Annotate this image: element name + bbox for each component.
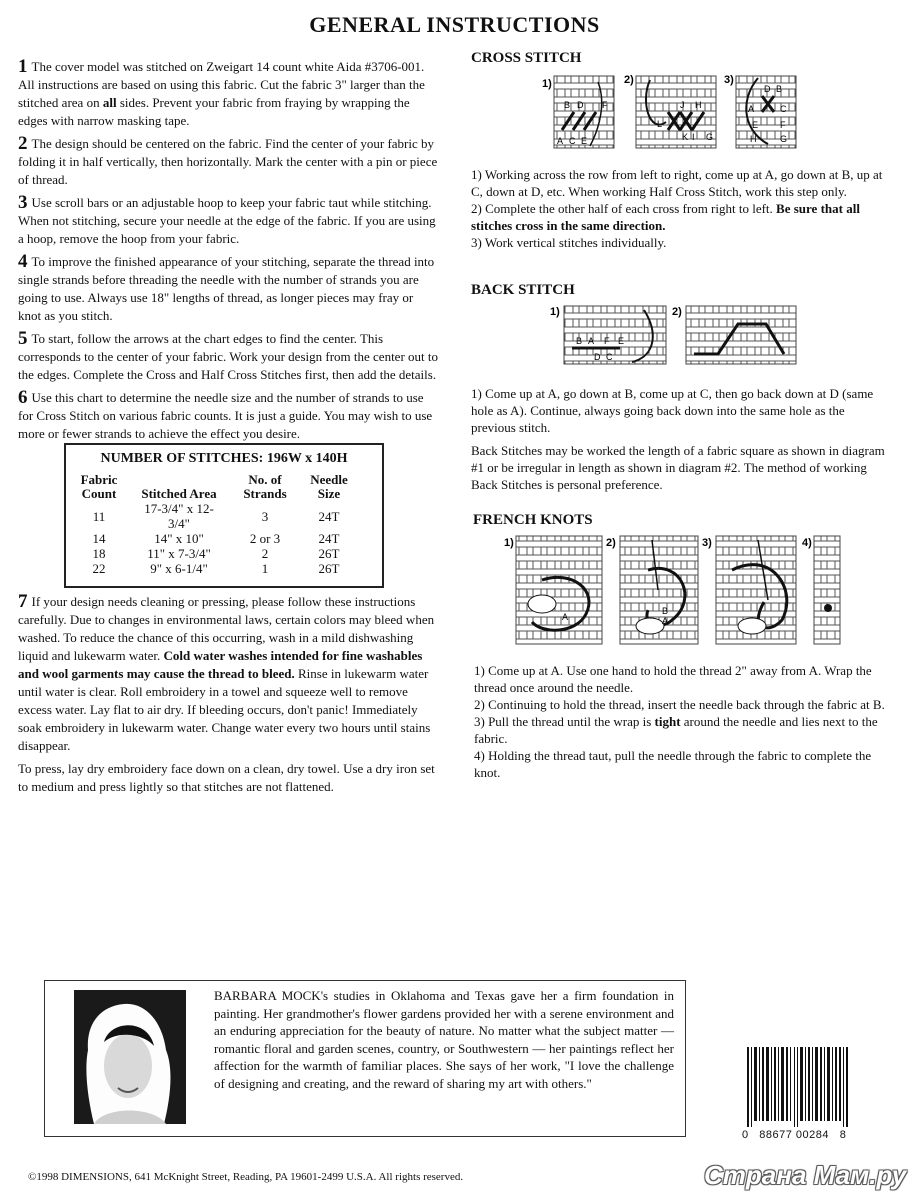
diagram-label: 3) <box>702 537 712 549</box>
instructions-left-column <box>18 58 438 448</box>
step-number: 7 <box>18 591 28 612</box>
step-7: 7 If your design needs cleaning or pressing, please follow these instructions carefully. Due to changes in environmental laws, certain colors may bleed when washed. To reduce the chance of this occurring, wash in a mild dishwashing liquid and lukewarm water. Cold water washes intended for fine washables and wool garments may cause the thread to bleed. Rinse in lukewarm water until water is clear. Roll embroidery in a towel and squeeze well to remove excess water. Lay flat to air dry. If bleeding occurs, don't panic! Immediately soak embroidery in lukewarm water. Change water every two hours until stains disappear. <box>18 591 435 753</box>
step-3: 3 Use scroll bars or an adjustable hoop to keep your fabric taut while stitching. When not stitching, secure your needle at the edge of the fabric. If you are using a hoop, remove the hoop from your fabric. <box>18 192 436 246</box>
step-number: 5 <box>18 328 28 349</box>
knot-icon <box>824 604 832 612</box>
svg-text:A: A <box>662 616 669 626</box>
step-number: 6 <box>18 387 28 408</box>
cross-stitch-diagrams <box>540 72 810 156</box>
svg-text:E: E <box>618 336 625 346</box>
svg-text:A: A <box>748 104 755 114</box>
svg-text:A: A <box>557 136 564 146</box>
svg-text:B: B <box>564 100 571 110</box>
step-2: 2 The design should be centered on the fabric. Find the center of your fabric by folding it in half vertically, then horizontally. Mark the center with a pin or piece of thread. <box>18 133 438 187</box>
table-header: Stitched Area <box>141 486 217 501</box>
stitch-table <box>70 473 358 576</box>
page-title: GENERAL INSTRUCTIONS <box>309 12 600 37</box>
step-1: 1 The cover model was stitched on Zweigart 14 count white Aida #3706-001. All instructions are based on using this fabric. Cut the fabric 3" larger than the stitched area on all sides. Prevent your fabric from fraying by wrapping the edges with narrow masking tape. <box>18 56 425 128</box>
french-knots-diagrams <box>502 530 842 650</box>
table-header-row <box>70 473 358 501</box>
svg-text:D: D <box>594 352 601 362</box>
designer-bio-text: BARBARA MOCK's studies in Oklahoma and Texas gave her a firm foundation in painting. Her grandmother's flower gardens provided her with a serene environment and an enduring appreciation for the beauty of nature. No matter what the subject matter — romantic floral and garden scenes, country, or Southwestern — her paintings reflect her affection for the warmth of familiar places. She says of her work, "I love the challenge of designing and creating, and the reward of sharing my art with others." <box>214 988 674 1091</box>
step-number: 1 <box>18 56 28 77</box>
svg-text:A: A <box>562 612 569 622</box>
svg-text:B: B <box>662 606 669 616</box>
diagram-label: 1) <box>550 306 560 318</box>
step-4: 4 To improve the finished appearance of your stitching, separate the thread into single strands before threading the needle with the number of strands you are going to use. Always use 18" lengths of thread, as longer pieces may fray or knot as you stitch. <box>18 251 435 323</box>
svg-text:E: E <box>581 136 588 146</box>
svg-text:H: H <box>695 100 702 110</box>
svg-text:L: L <box>657 119 663 129</box>
stitch-count-table-box <box>64 443 384 588</box>
table-row: 11 17-3/4" x 12-3/4" 3 24T <box>92 501 340 531</box>
svg-text:J: J <box>680 100 685 110</box>
svg-text:D: D <box>577 100 584 110</box>
press-instructions: To press, lay dry embroidery face down on a clean, dry towel. Use a dry iron set to medium and press lightly so that stitches are not flattened. <box>18 761 435 794</box>
diagram-label: 2) <box>672 306 682 318</box>
step-6: 6 Use this chart to determine the needle size and the number of strands to use for Cross Stitch on various fabric counts. It is just a guide. You may wish to use more or fewer strands to achieve the effect you desire. <box>18 387 433 441</box>
svg-text:K: K <box>682 132 689 142</box>
svg-text:F: F <box>602 100 608 110</box>
svg-text:D: D <box>764 84 771 94</box>
step-number: 4 <box>18 251 28 272</box>
step-7-block <box>18 593 438 801</box>
table-header: No. of Strands <box>243 472 287 501</box>
copyright-line: ©1998 DIMENSIONS, 641 McKnight Street, Reading, PA 19601-2499 U.S.A. All rights reserved. <box>28 1171 464 1183</box>
diagram-label: 2) <box>606 537 616 549</box>
svg-text:F: F <box>604 336 610 346</box>
back-stitch-heading: BACK STITCH <box>471 282 575 298</box>
french-knots-text: 1) Come up at A. Use one hand to hold the thread 2" away from A. Wrap the thread once around the needle. 2) Continuing to hold the thread, insert the needle back through the fabric at B. 3) Pull the thread until the wrap is tight around the needle and lies next to the fabric. 4) Holding the thread taut, pull the needle through the fabric to complete the knot. <box>474 663 885 780</box>
table-header: Fabric Count <box>80 472 118 501</box>
french-knots-heading: FRENCH KNOTS <box>473 512 593 528</box>
diagram-label: 1) <box>542 78 552 90</box>
svg-text:A: A <box>588 336 595 346</box>
barcode-icon <box>745 1047 850 1127</box>
back-stitch-diagrams <box>548 302 818 370</box>
svg-text:H: H <box>750 134 757 144</box>
step-5: 5 To start, follow the arrows at the chart edges to find the center. This corresponds to the center of your fabric. Work your design from the center out to the edges. Complete the Cross and Half Cross Stitches first, then add the details. <box>18 328 438 382</box>
table-header: Needle Size <box>310 472 348 501</box>
svg-text:F: F <box>780 120 786 130</box>
svg-text:B: B <box>776 84 783 94</box>
cross-stitch-text: 1) Working across the row from left to right, come up at A, go down at B, up at C, down at D, etc. When working Half Cross Stitch, work this step only. 2) Complete the other half of each cross from right to left. Be sure that all stitches cross in the same direction. 3) Work vertical stitches individually. <box>471 167 883 250</box>
step-number: 3 <box>18 192 28 213</box>
stitch-table-title: NUMBER OF STITCHES: 196W x 140H <box>100 451 348 466</box>
diagram-label: 2) <box>624 74 634 86</box>
svg-text:I: I <box>692 132 695 142</box>
designer-photo <box>74 990 186 1124</box>
diagram-label: 1) <box>504 537 514 549</box>
table-row: 22 9" x 6-1/4" 1 26T <box>92 561 340 576</box>
diagram-label: 4) <box>802 537 812 549</box>
table-row: 18 11" x 7-3/4" 2 26T <box>92 546 340 561</box>
svg-text:G: G <box>706 132 714 142</box>
svg-text:C: C <box>780 104 787 114</box>
svg-text:G: G <box>780 134 788 144</box>
table-row: 14 14" x 10" 2 or 3 24T <box>92 531 340 546</box>
svg-text:C: C <box>606 352 613 362</box>
cross-stitch-heading: CROSS STITCH <box>471 50 582 66</box>
svg-text:C: C <box>569 136 576 146</box>
svg-text:E: E <box>752 120 759 130</box>
svg-text:B: B <box>576 336 583 346</box>
barcode-number: 0 88677 00284 8 <box>742 1129 847 1141</box>
diagram-label: 3) <box>724 74 734 86</box>
watermark: Страна Мам.ру <box>704 1160 907 1190</box>
step-number: 2 <box>18 133 28 154</box>
back-stitch-text: 1) Come up at A, go down at B, come up at C, then go back down at D (same hole as A). Continue, always going back down into the same hole as the previous stitch. Back Stitches may be worked the length of a fabric square as shown in diagram #1 or be irregular in length as shown in diagram #2. The method of working Back Stitches is personal preference. <box>471 386 885 492</box>
